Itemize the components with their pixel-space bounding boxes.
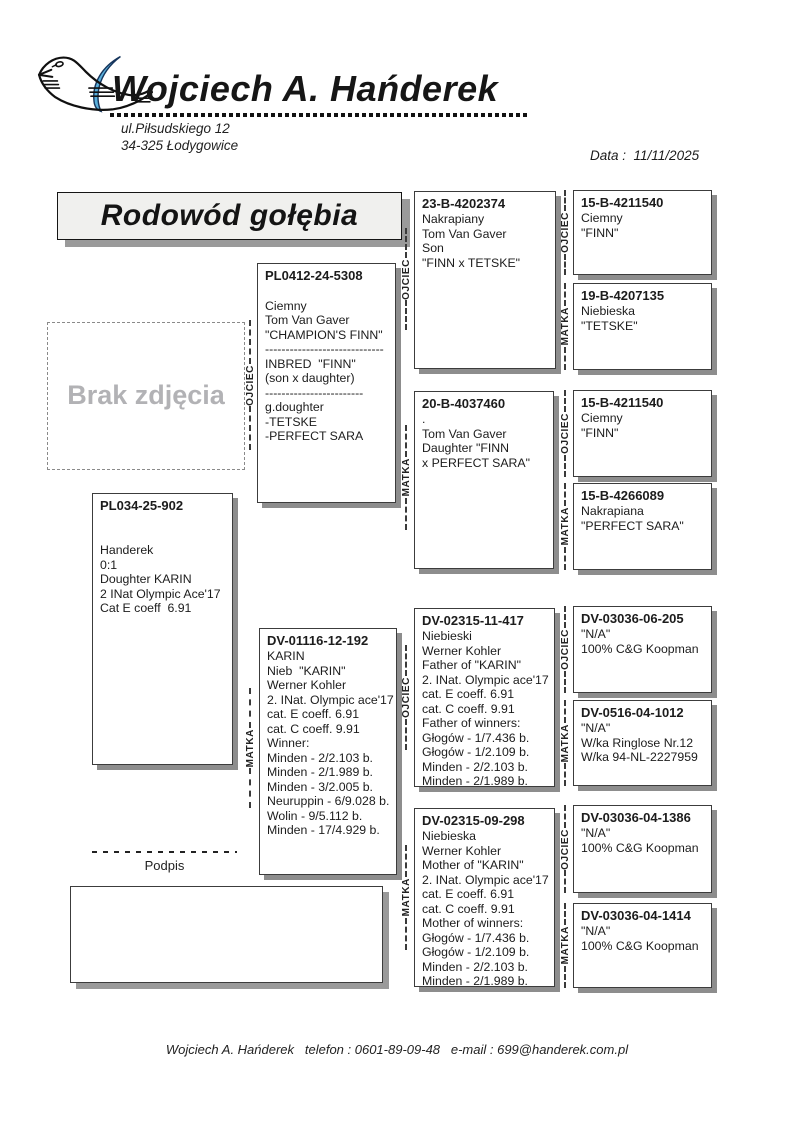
relation-label-mother: MATKA: [558, 700, 572, 786]
detail-line: Minden - 17/4.929 b.: [267, 823, 380, 837]
detail-line: KARIN: [267, 649, 305, 663]
pedigree-box-mother: [259, 628, 397, 875]
dashed-connector: [405, 918, 407, 950]
detail-line: Daughter "FINN: [422, 441, 510, 455]
detail-line: 2. INat. Olympic ace'17: [422, 872, 549, 887]
relation-label-mother: MATKA: [399, 425, 413, 530]
detail-line: W/ka Ringlose Nr.12: [581, 735, 694, 750]
detail-line: [100, 529, 226, 544]
detail-line: "FINN": [581, 425, 619, 440]
detail-line: 2 INat Olympic Ace'17: [100, 586, 221, 601]
dashed-connector: [405, 425, 407, 457]
ring-number: DV-0516-04-1012: [581, 705, 684, 720]
pedigree-box-mmm: [573, 903, 712, 988]
detail-line: cat. C coeff. 9.91: [422, 701, 515, 716]
ring-number: DV-02315-11-417: [422, 613, 524, 628]
detail-line: "N/A": [581, 721, 611, 735]
dashed-connector: [564, 483, 566, 506]
no-photo-text: Brak zdjęcia: [67, 380, 225, 411]
pedigree-box-mfm: [573, 700, 712, 786]
detail-line: 100% C&G Koopman: [581, 641, 699, 656]
detail-line: -PERFECT SARA: [265, 429, 364, 443]
dashed-connector: [405, 228, 407, 258]
detail-line: 100% C&G Koopman: [581, 840, 699, 855]
detail-line: cat. E coeff. 6.91: [422, 687, 515, 701]
detail-line: Doughter KARIN: [100, 572, 192, 586]
detail-line: ------------------------: [265, 385, 364, 400]
detail-line: Werner Kohler: [267, 678, 347, 692]
detail-line: cat. E coeff. 6.91: [267, 707, 360, 721]
ring-number: DV-03036-06-205: [581, 611, 684, 626]
dashed-connector: [564, 805, 566, 828]
detail-line: Minden - 2/2.103 b.: [422, 959, 528, 974]
pedigree-details: [574, 627, 711, 656]
address-street: ul.Piłsudskiego 12: [121, 121, 230, 136]
date-label: Data :: [590, 148, 634, 163]
detail-line: g.doughter: [265, 400, 324, 414]
detail-line: Nakrapiana: [581, 504, 644, 518]
ring-number: 15-B-4211540: [581, 195, 664, 210]
dashed-connector: [564, 606, 566, 628]
relation-label-father: OJCIEC: [399, 228, 413, 330]
pedigree-details: [574, 924, 711, 953]
dashed-connector: [249, 320, 251, 364]
ring-number: DV-03036-04-1386: [581, 810, 691, 825]
dashed-connector: [564, 283, 566, 306]
detail-line: Cat E coeff 6.91: [100, 601, 192, 615]
dashed-connector: [405, 845, 407, 877]
dashed-connector: [564, 455, 566, 477]
detail-line: x PERFECT SARA": [422, 455, 530, 470]
detail-line: .: [422, 412, 426, 426]
detail-line: Son: [422, 241, 444, 255]
ring-number: 15-B-4266089: [581, 488, 665, 503]
pedigree-details: [260, 649, 396, 838]
relation-label-father: OJCIEC: [558, 606, 572, 693]
notes-empty-box: [70, 886, 383, 983]
pedigree-box-father: [257, 263, 396, 503]
detail-line: -----------------------------: [265, 342, 384, 356]
pedigree-box-ffm: [573, 283, 712, 370]
detail-line: Nakrapiany: [422, 212, 485, 226]
ring-number: DV-03036-04-1414: [581, 908, 691, 923]
dashed-connector: [564, 966, 566, 988]
detail-line: cat. C coeff. 9.91: [422, 901, 515, 916]
detail-line: Niebieska: [581, 304, 635, 318]
ring-number: 19-B-4207135: [581, 288, 665, 303]
signature-label: Podpis: [144, 858, 185, 873]
date-field: [590, 148, 699, 163]
detail-line: Minden - 2/2.103 b.: [267, 750, 373, 765]
relation-label-mother: MATKA: [399, 845, 413, 950]
detail-line: Ciemny: [265, 298, 307, 313]
detail-line: Głogów - 1/2.109 b.: [422, 945, 530, 959]
dashed-connector: [564, 190, 566, 211]
detail-line: Niebieski: [422, 629, 472, 643]
pedigree-box-mm: [414, 808, 555, 987]
pedigree-details: [415, 829, 554, 987]
detail-line: INBRED "FINN": [265, 356, 356, 371]
detail-line: cat. C coeff. 9.91: [267, 721, 360, 736]
detail-line: Ciemny: [581, 411, 623, 425]
detail-line: Neuruppin - 6/9.028 b.: [267, 794, 390, 808]
pedigree-details: [415, 412, 553, 470]
detail-line: Tom Van Gaver: [265, 313, 350, 327]
pedigree-details: [574, 211, 711, 240]
pedigree-details: [415, 629, 554, 787]
ring-number: 23-B-4202374: [422, 196, 506, 211]
detail-line: "N/A": [581, 924, 611, 938]
signature-dashed-line: [92, 851, 237, 853]
breeder-name-title: Wojciech A. Hańderek: [112, 68, 499, 109]
pedigree-details: [574, 411, 711, 440]
pedigree-details: [574, 826, 711, 855]
pedigree-box-fmm: [573, 483, 712, 570]
ring-number: 15-B-4211540: [581, 395, 664, 410]
dashed-connector: [249, 688, 251, 728]
ring-number: PL0412-24-5308: [265, 268, 363, 283]
dashed-connector: [564, 347, 566, 370]
detail-line: 2. INat. Olympic ace'17: [267, 692, 394, 707]
detail-line: Ciemny: [581, 211, 623, 225]
detail-line: Minden - 2/1.989 b.: [422, 974, 528, 987]
dashed-connector: [564, 547, 566, 570]
detail-line: Tom Van Gaver: [422, 426, 507, 441]
pedigree-details: [574, 504, 711, 533]
pedigree-box-fff: [573, 190, 712, 275]
address-city: 34-325 Łodygowice: [121, 138, 239, 153]
relation-label-father: OJCIEC: [399, 645, 413, 750]
pedigree-box-mmf: [573, 805, 712, 893]
header-dotted-divider: [110, 113, 527, 117]
dashed-connector: [564, 390, 566, 412]
detail-line: "N/A": [581, 627, 611, 641]
dashed-connector: [564, 763, 566, 786]
detail-line: 0:1: [100, 557, 118, 572]
relation-label-mother: MATKA: [243, 688, 257, 808]
dashed-connector: [405, 645, 407, 676]
detail-line: cat. E coeff. 6.91: [422, 887, 515, 901]
detail-line: Mother of "KARIN": [422, 858, 524, 872]
relation-label-mother: MATKA: [558, 483, 572, 570]
detail-line: Tom Van Gaver: [422, 226, 507, 241]
detail-line: "PERFECT SARA": [581, 518, 684, 533]
pedigree-details: [415, 212, 555, 270]
detail-line: 2. INat. Olympic ace'17: [422, 672, 549, 687]
detail-line: (son x daughter): [265, 371, 355, 385]
detail-line: "TETSKE": [581, 318, 638, 333]
dashed-connector: [564, 870, 566, 893]
document-title-box: [57, 192, 402, 240]
dashed-connector: [564, 254, 566, 275]
detail-line: -TETSKE: [265, 414, 317, 429]
dashed-connector: [405, 498, 407, 530]
dashed-connector: [564, 700, 566, 723]
ring-number: DV-02315-09-298: [422, 813, 525, 828]
pedigree-box-ff: [414, 191, 556, 369]
detail-line: Niebieska: [422, 829, 476, 843]
detail-line: "FINN x TETSKE": [422, 255, 521, 270]
detail-line: Father of "KARIN": [422, 658, 521, 672]
relation-label-mother: MATKA: [558, 903, 572, 988]
detail-line: Minden - 2/1.989 b.: [267, 765, 373, 779]
pedigree-details: [574, 304, 711, 333]
detail-line: Mother of winners:: [422, 916, 524, 930]
detail-line: Winner:: [267, 736, 310, 750]
detail-line: "CHAMPION'S FINN": [265, 327, 383, 342]
relation-label-father: OJCIEC: [243, 320, 257, 450]
detail-line: Nieb "KARIN": [267, 663, 346, 678]
detail-line: Minden - 3/2.005 b.: [267, 779, 373, 794]
dashed-connector: [405, 300, 407, 330]
pedigree-box-mff: [573, 606, 712, 693]
detail-line: 100% C&G Koopman: [581, 938, 699, 953]
dashed-connector: [249, 768, 251, 808]
detail-line: [100, 514, 226, 529]
pedigree-details: [574, 721, 711, 765]
pedigree-box-fm: [414, 391, 554, 569]
detail-line: [265, 284, 389, 299]
photo-placeholder: [47, 322, 245, 470]
date-value: 11/11/2025: [633, 148, 700, 163]
relation-label-father: OJCIEC: [558, 190, 572, 275]
dashed-connector: [564, 903, 566, 925]
ring-number: PL034-25-902: [100, 498, 184, 513]
detail-line: W/ka 94-NL-2227959: [581, 750, 698, 764]
detail-line: Handerek: [100, 543, 154, 557]
pedigree-box-subject: [92, 493, 233, 765]
detail-line: Wolin - 9/5.112 b.: [267, 808, 363, 823]
detail-line: Głogów - 1/2.109 b.: [422, 745, 530, 759]
pedigree-box-mf: [414, 608, 555, 787]
pedigree-details: [258, 284, 395, 444]
relation-label-mother: MATKA: [558, 283, 572, 370]
detail-line: "FINN": [581, 225, 619, 240]
dashed-connector: [249, 406, 251, 450]
footer-contact-info: Wojciech A. Hańderek telefon : 0601-89-09-48 e-mail : 699@handerek.com.pl: [165, 1042, 629, 1057]
detail-line: Głogów - 1/7.436 b.: [422, 930, 530, 945]
pedigree-box-fmf: [573, 390, 712, 477]
relation-label-father: OJCIEC: [558, 805, 572, 893]
relation-label-father: OJCIEC: [558, 390, 572, 477]
pedigree-details: [93, 514, 232, 616]
detail-line: Głogów - 1/7.436 b.: [422, 730, 530, 745]
detail-line: Minden - 2/2.103 b.: [422, 759, 528, 774]
detail-line: Werner Kohler: [422, 643, 502, 658]
ring-number: DV-01116-12-192: [267, 633, 369, 648]
dashed-connector: [405, 719, 407, 750]
ring-number: 20-B-4037460: [422, 396, 506, 411]
detail-line: Father of winners:: [422, 716, 521, 730]
page-title: Rodowód gołębia: [100, 199, 359, 232]
detail-line: "N/A": [581, 826, 611, 840]
dashed-connector: [564, 671, 566, 693]
detail-line: Werner Kohler: [422, 843, 502, 858]
detail-line: Minden - 2/1.989 b.: [422, 774, 528, 787]
